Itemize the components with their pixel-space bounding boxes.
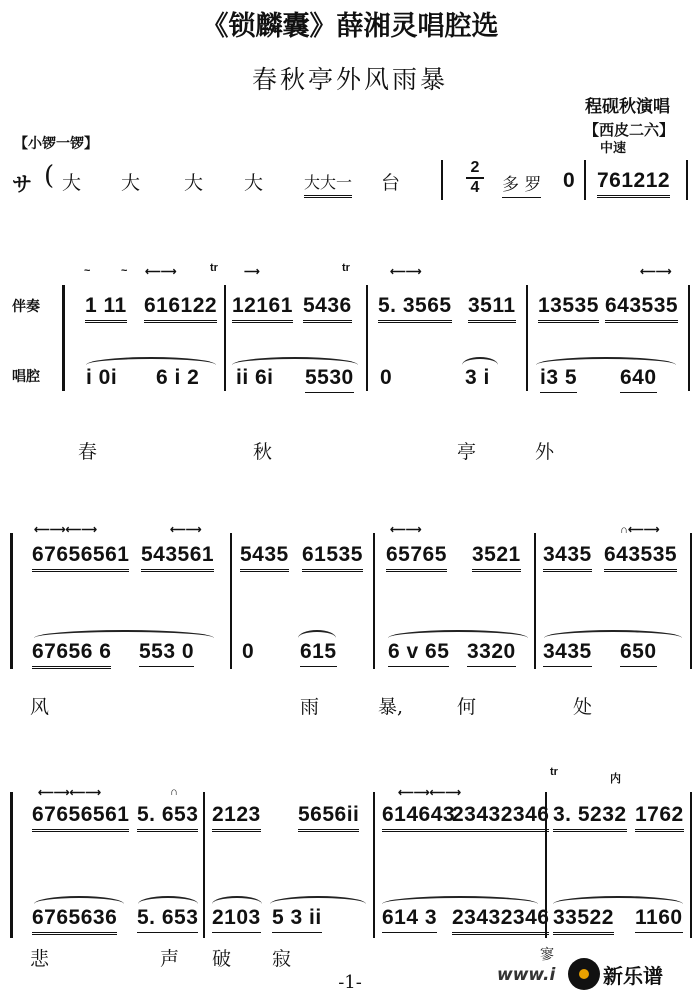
barline bbox=[690, 792, 692, 938]
system-bracket bbox=[62, 285, 69, 391]
acc-notes: 2123 bbox=[212, 803, 261, 832]
vocal-label: 唱腔 bbox=[12, 369, 40, 385]
glide-arrow: ∩⟵⟶ bbox=[620, 524, 660, 536]
acc-notes: 3435 bbox=[543, 543, 592, 572]
vocal-notes: 6 v 65 bbox=[388, 640, 449, 667]
acc-notes: 643535 bbox=[604, 543, 677, 572]
intro-rest: 0 bbox=[563, 169, 576, 192]
glide-arrow: ⟵⟶ bbox=[170, 524, 202, 536]
fermata-mark: ∩ bbox=[170, 786, 178, 798]
beat-3: 大 bbox=[184, 172, 204, 194]
pickup-notes: 761212 bbox=[597, 169, 670, 198]
vocal-notes: 3 i bbox=[465, 366, 490, 389]
time-signature bbox=[466, 160, 484, 196]
mordent-mark: 内 bbox=[610, 773, 621, 785]
beat-end: 台 bbox=[381, 172, 401, 194]
lyric-char: 何 bbox=[457, 696, 477, 718]
lyric-char: 亭 bbox=[457, 441, 477, 463]
acc-notes: 65765 bbox=[386, 543, 447, 572]
vocal-notes: 0 bbox=[242, 640, 255, 663]
vocal-notes: 0 bbox=[380, 366, 393, 389]
beat-run: 大大一 bbox=[304, 170, 352, 198]
turn-mark: ~ bbox=[121, 265, 128, 277]
beat-4: 大 bbox=[244, 172, 264, 194]
vocal-notes: ii 6i bbox=[236, 366, 274, 389]
turn-mark: ~ bbox=[84, 265, 91, 277]
barline bbox=[690, 533, 692, 669]
acc-notes: 67656561 bbox=[32, 803, 129, 832]
glide-arrow: ⟵⟶ bbox=[390, 266, 422, 278]
acc-notes: 643535 bbox=[605, 294, 678, 323]
open-paren: ( bbox=[44, 161, 55, 191]
page-number: -1- bbox=[338, 972, 362, 993]
time-sig-bottom: 4 bbox=[470, 179, 480, 196]
glide-arrow: ⟵⟶⟵⟶ bbox=[38, 787, 102, 799]
beat-2: 大 bbox=[121, 172, 141, 194]
watermark-text: www.i bbox=[497, 965, 556, 985]
performer-credit: 程砚秋演唱 bbox=[585, 97, 670, 117]
vocal-notes: 615 bbox=[300, 640, 337, 667]
lyric-char: 悲 bbox=[30, 948, 50, 970]
barline bbox=[534, 533, 536, 669]
vocal-notes: 3435 bbox=[543, 640, 592, 667]
acc-notes: 23432346 bbox=[452, 803, 549, 832]
acc-notes: 5435 bbox=[240, 543, 289, 572]
glide-arrow: ⟵⟶ bbox=[640, 266, 672, 278]
vocal-notes: i 0i bbox=[86, 366, 118, 389]
vocal-notes: 640 bbox=[620, 366, 657, 393]
lyric-char: 破 bbox=[212, 948, 232, 970]
acc-notes: 67656561 bbox=[32, 543, 129, 572]
acc-notes: 5656ii bbox=[298, 803, 359, 832]
vocal-notes: 614 3 bbox=[382, 906, 437, 933]
lyric-char: 声 bbox=[160, 948, 180, 970]
vocal-notes: 2103 bbox=[212, 906, 261, 933]
vocal-notes: 6765636 bbox=[32, 906, 117, 935]
vocal-notes: 23432346 bbox=[452, 906, 549, 935]
system-bracket bbox=[10, 533, 17, 669]
acc-notes: 3511 bbox=[468, 294, 516, 323]
glide-arrow: ⟶ bbox=[244, 266, 260, 278]
lyric-char: 春 bbox=[78, 441, 98, 463]
time-sig-top: 2 bbox=[470, 159, 480, 176]
vocal-notes: 5 3 ii bbox=[272, 906, 322, 933]
barline bbox=[224, 285, 226, 391]
vocal-notes: i3 5 bbox=[540, 366, 577, 393]
barline bbox=[373, 792, 375, 938]
lyric-char: 处 bbox=[573, 696, 593, 718]
trill-mark: tr bbox=[210, 262, 218, 274]
vocal-notes: 553 0 bbox=[139, 640, 194, 667]
barline bbox=[203, 792, 205, 938]
speed-marking: 中速 bbox=[600, 141, 627, 156]
trill-mark: tr bbox=[342, 262, 350, 274]
vocal-notes: 3320 bbox=[467, 640, 516, 667]
mode-tag: 【西皮二六】 bbox=[584, 121, 675, 139]
glide-arrow: ⟵⟶⟵⟶ bbox=[34, 524, 98, 536]
vocal-notes: 5530 bbox=[305, 366, 354, 393]
acc-notes: 1 11 bbox=[85, 294, 127, 323]
barline bbox=[441, 160, 443, 200]
lyric-char: 寂 bbox=[272, 948, 292, 970]
acc-notes: 616122 bbox=[144, 294, 217, 323]
barline bbox=[688, 285, 690, 391]
acc-notes: 3521 bbox=[472, 543, 521, 572]
barline bbox=[373, 533, 375, 669]
glide-arrow: ⟵⟶ bbox=[390, 524, 422, 536]
acc-notes: 1762 bbox=[635, 803, 684, 832]
lyric-char: 风 bbox=[30, 696, 50, 718]
acc-notes: 5436 bbox=[303, 294, 352, 323]
accompaniment-label: 伴奏 bbox=[12, 299, 40, 315]
record-logo-icon bbox=[568, 958, 600, 990]
beat-1: 大 bbox=[62, 172, 82, 194]
acc-notes: 5. 3565 bbox=[378, 294, 452, 323]
barline bbox=[526, 285, 528, 391]
vocal-notes: 6 i 2 bbox=[156, 366, 200, 389]
lyric-char: 雨 bbox=[300, 696, 320, 718]
free-meter-sign: サ bbox=[12, 174, 33, 196]
vocal-notes: 33522 bbox=[553, 906, 614, 935]
vocal-notes: 67656 6 bbox=[32, 640, 111, 669]
brand-name: 新乐谱 bbox=[603, 964, 663, 988]
system-bracket bbox=[10, 792, 17, 938]
barline bbox=[686, 160, 688, 200]
barline bbox=[366, 285, 368, 391]
glide-arrow: ⟵⟶ bbox=[145, 266, 177, 278]
lyric-char: 秋 bbox=[253, 441, 273, 463]
acc-notes: 5. 653 bbox=[137, 803, 198, 832]
duo-luo: 多 罗 bbox=[502, 170, 541, 198]
lyric-char: 寥 bbox=[540, 947, 554, 963]
gong-label: 【小锣一锣】 bbox=[14, 136, 98, 152]
lyric-char: 外 bbox=[535, 441, 555, 463]
vocal-notes: 5. 653 bbox=[137, 906, 198, 933]
vocal-notes: 650 bbox=[620, 640, 657, 667]
acc-notes: 61535 bbox=[302, 543, 363, 572]
trill-mark: tr bbox=[550, 766, 558, 778]
aria-subtitle: 春秋亭外风雨暴 bbox=[251, 65, 448, 94]
score-title: 《锁麟囊》薛湘灵唱腔选 bbox=[201, 11, 499, 42]
acc-notes: 614643 bbox=[382, 803, 455, 832]
vocal-notes: 1160 bbox=[635, 906, 683, 933]
acc-notes: 13535 bbox=[538, 294, 599, 323]
acc-notes: 3. 5232 bbox=[553, 803, 627, 832]
acc-notes: 543561 bbox=[141, 543, 214, 572]
glide-arrow: ⟵⟶⟵⟶ bbox=[398, 787, 462, 799]
barline bbox=[584, 160, 586, 200]
lyric-char: 暴, bbox=[378, 696, 404, 718]
barline bbox=[230, 533, 232, 669]
acc-notes: 12161 bbox=[232, 294, 293, 323]
